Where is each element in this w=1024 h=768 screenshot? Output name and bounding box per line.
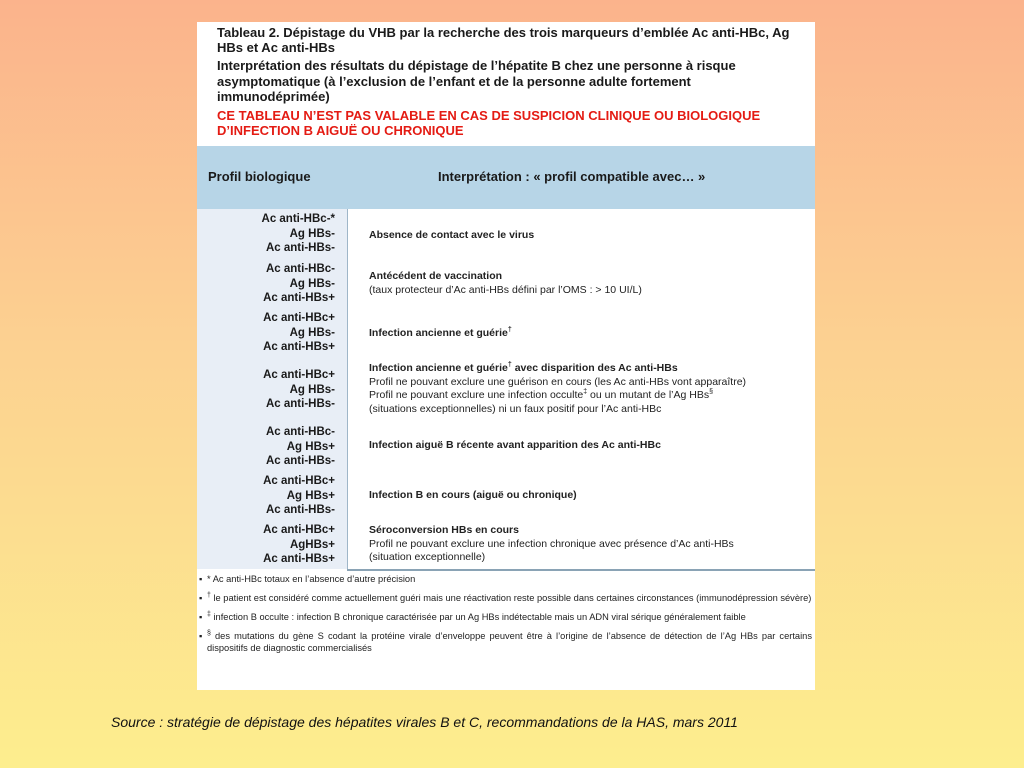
marker-line: Ag HBs- <box>289 227 335 240</box>
table-header-row <box>197 146 815 209</box>
marker-line: Ac anti-HBs+ <box>263 341 335 353</box>
marker-line: Ag HBs- <box>289 277 335 290</box>
interpretation-title <box>369 362 809 376</box>
title-text: Infection ancienne et guérie <box>369 327 508 339</box>
row-markers <box>197 311 335 355</box>
interpretation-detail: (taux protecteur d’Ac anti-HBs défini par l’OMS : > 10 UI/L) <box>369 283 642 296</box>
footnote-item <box>199 611 812 623</box>
table-subtitle: Interprétation des résultats du dépistage de l’hépatite B chez une personne à risque asymptomatique (à l’exclusion de l’enfant et de la personne adulte fortement immunodéprimée) <box>217 58 736 104</box>
footnote-mark: † <box>507 326 512 334</box>
warning-text: CE TABLEAU N’EST PAS VALABLE EN CAS DE SUSPICION CLINIQUE OU BIOLOGIQUE D’INFECTION B AIGUË OU CHRONIQUE <box>217 107 761 138</box>
marker-line: Ac anti-HBc+ <box>263 312 335 324</box>
row-markers <box>197 368 335 412</box>
row-markers <box>197 474 335 518</box>
row-interpretation <box>369 489 809 503</box>
marker-line: Ac anti-HBs- <box>265 242 335 254</box>
bullet-icon: ▪ <box>199 612 203 622</box>
marker-line: Ac anti-HBs+ <box>263 553 335 565</box>
row-interpretation <box>369 439 809 453</box>
footnote-mark: § <box>709 388 714 396</box>
title-text: Infection ancienne et guérie <box>369 362 508 374</box>
interpretation-detail: Profil ne pouvant exclure une guérison en cours (les Ac anti-HBs vont apparaître) <box>369 375 747 388</box>
bullet-icon: ▪ <box>199 631 203 641</box>
footnote-mark: ‡ <box>207 610 211 618</box>
footnote-mark: † <box>507 361 512 369</box>
footnote-mark: † <box>207 591 211 599</box>
footnote-text: * Ac anti-HBc totaux en l’absence d’autre précision <box>207 574 416 584</box>
footnote-text: le patient est considéré comme actuellement guéri mais une réactivation reste possible dans certaines circonstances (immunodépression sévère) <box>210 593 812 603</box>
bullet-icon: ▪ <box>199 593 203 603</box>
footnotes <box>197 573 815 661</box>
marker-line: Ac anti-HBs+ <box>263 292 335 304</box>
footnote-mark: § <box>207 629 211 637</box>
footnote-item <box>199 630 812 654</box>
footnote-text: des mutations du gène S codant la protéine virale d’enveloppe peuvent être à l’origine de l’absence de détection de l’Ag HBs par certains dispositifs de diagnostic commercialisés <box>207 631 812 653</box>
marker-line: Ag HBs+ <box>286 440 335 453</box>
row-interpretation <box>369 327 809 341</box>
interpretation-detail: Profil ne pouvant exclure une infection chronique avec présence d’Ac anti-HBs <box>369 537 734 550</box>
column-header-interpretation: Interprétation : « profil compatible avec… » <box>438 169 706 184</box>
detail-text: Profil ne pouvant exclure une infection occulte <box>369 389 584 401</box>
interpretation-title: Infection B en cours (aiguë ou chronique) <box>369 489 577 501</box>
detail-text: ou un mutant de l’Ag HBs <box>587 389 710 401</box>
marker-line: Ac anti-HBs- <box>265 504 335 516</box>
document-table-image <box>197 22 815 690</box>
table-bottom-rule <box>347 569 815 571</box>
interpretation-detail: (situations exceptionnelles) ni un faux positif pour l’Ac anti-HBc <box>369 402 662 415</box>
table-title: Tableau 2. Dépistage du VHB par la recherche des trois marqueurs d’emblée Ac anti-HBc, Ag HBs et Ac anti-HBs <box>217 25 790 55</box>
row-interpretation <box>369 229 809 243</box>
title-text-rest: avec disparition des Ac anti-HBs <box>511 362 678 374</box>
bullet-icon: ▪ <box>199 574 203 584</box>
footnote-text: infection B occulte : infection B chronique caractérisée par un Ag HBs indétectable mais un ADN viral sérique généralement faible <box>210 612 746 622</box>
interpretation-title: Antécédent de vaccination <box>369 270 503 282</box>
row-interpretation <box>369 362 809 416</box>
marker-line: Ag HBs- <box>289 383 335 396</box>
table-caption <box>197 22 815 145</box>
footnote-mark: ‡ <box>583 388 588 396</box>
interpretation-title: Séroconversion HBs en cours <box>369 524 519 536</box>
marker-line: Ac anti-HBc+ <box>263 524 335 536</box>
marker-line: Ac anti-HBc- <box>265 263 335 275</box>
row-markers <box>197 523 335 567</box>
marker-line: Ac anti-HBc+ <box>263 475 335 487</box>
marker-line: Ac anti-HBs- <box>265 398 335 410</box>
interpretation-title: Infection aiguë B récente avant apparition des Ac anti-HBc <box>369 439 661 451</box>
source-caption: Source : stratégie de dépistage des hépatites virales B et C, recommandations de la HAS, mars 2011 <box>111 714 738 730</box>
footnote-item <box>199 592 812 604</box>
interpretation-title: Absence de contact avec le virus <box>369 229 535 241</box>
marker-line: Ac anti-HBs- <box>265 455 335 467</box>
row-markers <box>197 262 335 306</box>
row-markers <box>197 212 335 256</box>
marker-line: Ag HBs+ <box>286 489 335 502</box>
marker-line: AgHBs+ <box>289 538 335 551</box>
marker-line: Ac anti-HBc-* <box>261 213 335 225</box>
interpretation-title <box>369 327 809 341</box>
marker-line: Ag HBs- <box>289 326 335 339</box>
marker-line: Ac anti-HBc+ <box>263 369 335 381</box>
footnote-item <box>199 573 812 585</box>
marker-line: Ac anti-HBc- <box>265 426 335 438</box>
column-header-profil: Profil biologique <box>208 169 311 184</box>
row-interpretation <box>369 270 809 297</box>
interpretation-detail <box>369 389 809 403</box>
interpretation-detail: (situation exceptionnelle) <box>369 551 486 563</box>
row-markers <box>197 425 335 469</box>
row-interpretation <box>369 524 809 565</box>
